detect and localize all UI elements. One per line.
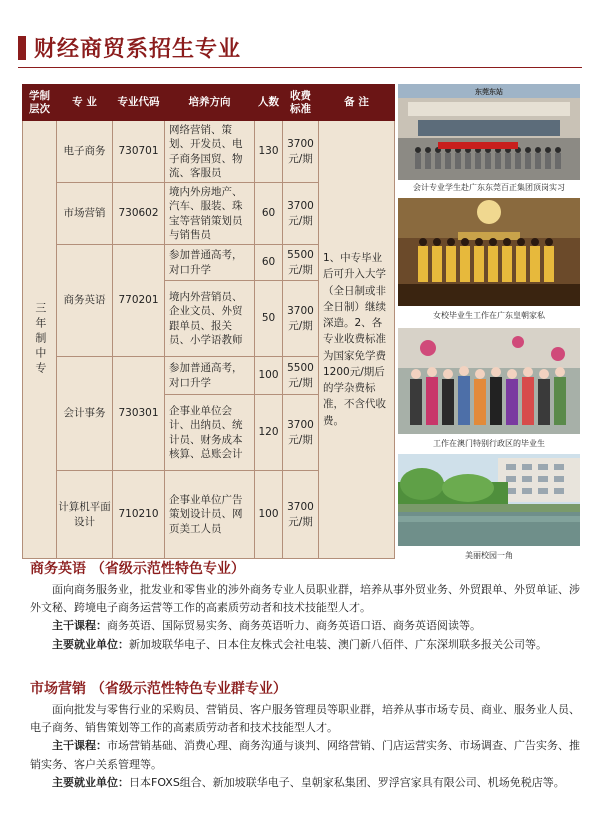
count-cell: 50 xyxy=(255,281,283,357)
fee-cell: 5500 元/期 xyxy=(283,245,319,281)
photo-caption: 工作在澳门特别行政区的毕业生 xyxy=(433,439,545,448)
major-cell: 计算机平面设计 xyxy=(57,471,113,559)
direction-cell: 境内外房地产、汽车、服装、珠宝等营销策划员与销售员 xyxy=(165,183,255,245)
fee-cell: 5500 元/期 xyxy=(283,357,319,395)
direction-cell: 网络营销、策划、开发员、电子商务国贸、物流、客服员 xyxy=(165,121,255,183)
courses-label: 主干课程： xyxy=(52,619,107,633)
code-cell: 710210 xyxy=(113,471,165,559)
direction-cell: 参加普通高考，对口升学 xyxy=(165,357,255,395)
direction-cell: 企事业单位广告策划设计员、网页美工人员 xyxy=(165,471,255,559)
section-intro: 面向商务服务业，批发业和零售业的涉外商务专业人员职业群，培养从事外贸业务、外贸跟单、外贸单证、涉外文秘、跨境电子商务运营等工作的高素质劳动者和技术技能型人才。 xyxy=(30,583,580,615)
direction-cell: 企事业单位会计、出纳员、统计员、财务成本核算、总账会计 xyxy=(165,395,255,471)
station-sign: 东莞东站 xyxy=(475,88,503,96)
table-header-row xyxy=(23,85,395,121)
direction-cell: 境内外营销员、企业文员、外贸跟单员、报关员、小学语教师 xyxy=(165,281,255,357)
section-title xyxy=(30,558,580,581)
col-header-code: 专业代码 xyxy=(113,85,165,121)
section-title xyxy=(30,678,580,701)
count-cell: 130 xyxy=(255,121,283,183)
page-title: 财经商贸系招生专业 xyxy=(34,37,242,62)
level-cell: 三年制中专 xyxy=(23,121,57,559)
section-title-main: 商务英语 xyxy=(30,561,86,577)
station-photo xyxy=(398,84,580,180)
major-cell: 商务英语 xyxy=(57,245,113,357)
employers-text: 日本FOXS组合、新加坡联华电子、皇朝家私集团、罗浮宫家具有限公司、机场免税店等。 xyxy=(129,775,565,789)
section-courses xyxy=(30,737,580,773)
table-row xyxy=(23,121,395,183)
section-title-sub: （省级示范性特色专业群专业） xyxy=(90,681,287,697)
fee-cell: 3700 元/期 xyxy=(283,183,319,245)
section-intro: 面向批发与零售行业的采购员、营销员、客户服务管理员等职业群，培养从事市场专员、商业、服务业人员、电子商务、销售策划等工作的高素质劳动者和技术技能型人才。 xyxy=(30,703,580,735)
count-cell: 100 xyxy=(255,357,283,395)
code-cell: 730701 xyxy=(113,121,165,183)
employers-text: 新加坡联华电子、日本住友株式会社电装、澳门新八佰伴、广东深圳联多报关公司等。 xyxy=(129,637,547,651)
header-accent-bar xyxy=(18,36,26,60)
direction-cell: 参加普通高考，对口升学 xyxy=(165,245,255,281)
campus-photo xyxy=(398,454,580,546)
section-employers xyxy=(30,636,580,654)
staff-photo xyxy=(398,198,580,306)
page-header xyxy=(0,0,600,82)
col-header-level: 学制 层次 xyxy=(23,85,57,121)
col-header-direction: 培养方向 xyxy=(165,85,255,121)
employers-label: 主要就业单位： xyxy=(52,775,129,789)
section-employers xyxy=(30,774,580,792)
major-cell: 电子商务 xyxy=(57,121,113,183)
programs-table xyxy=(22,84,395,559)
note-cell: 1、中专毕业后可升入大学（全日制或非全日制）继续深造。2、各专业收费标准为国家免学费1200元/期后的学杂费标准，不含代收费。 xyxy=(319,121,395,559)
graduates-photo xyxy=(398,328,580,434)
photo-caption: 美丽校园一角 xyxy=(465,551,513,560)
header-divider xyxy=(18,67,582,68)
courses-text: 市场营销基础、消费心理、商务沟通与谈判、网络营销、门店运营实务、市场调查、广告实务、推销实务、客户关系管理等。 xyxy=(30,739,580,771)
section-marketing xyxy=(30,678,580,792)
employers-label: 主要就业单位： xyxy=(52,637,129,651)
count-cell: 120 xyxy=(255,395,283,471)
code-cell: 770201 xyxy=(113,245,165,357)
count-cell: 60 xyxy=(255,245,283,281)
section-title-sub: （省级示范性特色专业） xyxy=(90,561,245,577)
fee-cell: 3700 元/期 xyxy=(283,395,319,471)
photo-caption: 会计专业学生赴广东东莞百正集团顶岗实习 xyxy=(413,183,565,192)
major-cell: 会计事务 xyxy=(57,357,113,471)
col-header-fee: 收费 标准 xyxy=(283,85,319,121)
fee-cell: 3700 元/期 xyxy=(283,121,319,183)
code-cell: 730301 xyxy=(113,357,165,471)
code-cell: 730602 xyxy=(113,183,165,245)
photo-caption: 女校毕业生工作在广东皇朝家私 xyxy=(433,311,545,320)
section-title-main: 市场营销 xyxy=(30,681,86,697)
courses-label: 主干课程： xyxy=(52,739,107,753)
col-header-count: 人数 xyxy=(255,85,283,121)
count-cell: 100 xyxy=(255,471,283,559)
col-header-major: 专 业 xyxy=(57,85,113,121)
section-courses xyxy=(30,617,580,635)
fee-cell: 3700 元/期 xyxy=(283,281,319,357)
courses-text: 商务英语、国际贸易实务、商务英语听力、商务英语口语、商务英语阅读等。 xyxy=(107,619,481,633)
major-cell: 市场营销 xyxy=(57,183,113,245)
count-cell: 60 xyxy=(255,183,283,245)
fee-cell: 3700 元/期 xyxy=(283,471,319,559)
section-business-english xyxy=(30,558,580,654)
col-header-note: 备 注 xyxy=(319,85,395,121)
